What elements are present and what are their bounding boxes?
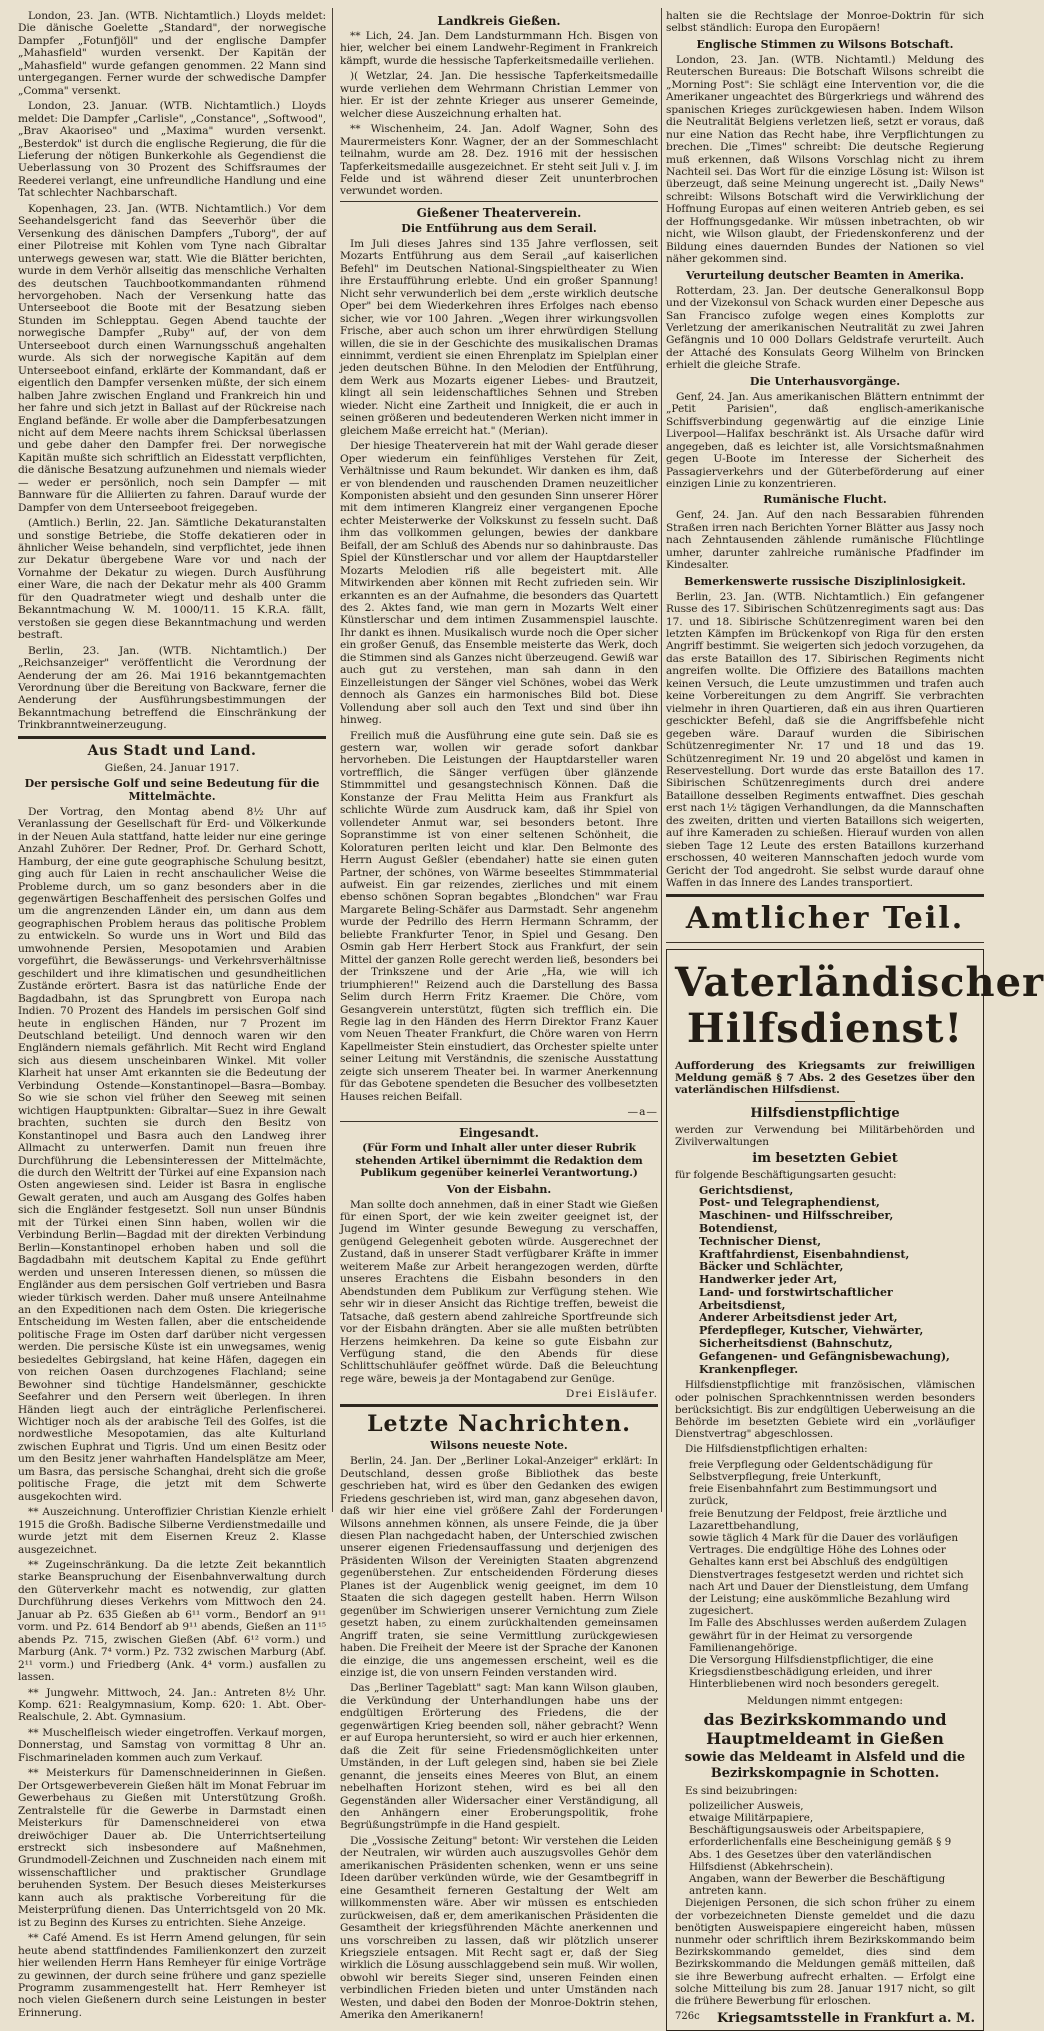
article-paragraph: Das „Berliner Tageblatt" sagt: Man kann Wilson glauben, die Verkündung der Unterhandlungen habe uns der endgültigen Erörterung des Friedens, die der gegenwärtigen Krieg beenden soll, näher gebracht? Wenn er auf Europa heruntersieht, so wird er auch hier erkennen, daß die Zeit für seine Friedensmöglichkeiten unter Umständen, in der Luft gelegen sind, haben sie bei Ziele genannt, die jenseits eines Meeres von Blut, an einem nebelhaften Horizont stehen, wird es bei all den Gegenständen aller Widersacher einer Verständigung, all den Anhängern einer Eroberungspolitik, frohe Begrüßungstrümpfe in die Hand gespielt. xyxy=(340,1682,658,1832)
list-item: Technischer Dienst, xyxy=(699,1234,822,1248)
notice-text: Hilfsdienstpflichtige mit französischen, vlämischen oder polnischen Sprachkenntnissen werden besonders berücksichtigt. Bis zur endgültigen Ueberweisung an die Behörde im besetzten Gebiete wird ein „vorläufiger Dienstvertrag" abgeschlossen. xyxy=(675,1379,975,1441)
list-item: Land- und forstwirtschaftlicher Arbeitsdienst, xyxy=(699,1285,893,1312)
notice-signature: Kriegsamtsstelle in Frankfurt a. M. xyxy=(716,2011,975,2027)
section-heading: Landkreis Gießen. xyxy=(437,14,561,28)
article-subheading: Die Entführung aus dem Serail. xyxy=(401,221,597,235)
list-item: Post- und Telegraphendienst, xyxy=(699,1196,880,1210)
news-note: ** Lich, 24. Jan. Dem Landsturmmann Hch. Bisgen von hier, welcher bei einem Landwehr-Regiment in Frankreich kämpft, wurde die hessische Tapferkeitsmedaille verliehen. xyxy=(340,30,658,67)
notice-footer xyxy=(675,2011,975,2026)
notice-highlight: sowie das Meldeamt in Alsfeld und die Bezirkskompagnie in Schotten. xyxy=(684,1749,966,1781)
column-rule xyxy=(661,8,662,1512)
section-heading: Gießener Theaterverein. xyxy=(416,205,582,220)
article-subheading: Wilsons neueste Note. xyxy=(430,1439,568,1453)
column-rule xyxy=(332,8,333,1512)
notice-highlight: das Bezirkskommando und Hauptmeldeamt in Gießen xyxy=(703,1709,947,1748)
article-paragraph: Berlin, 24. Jan. Der „Berliner Lokal-Anzeiger" erklärt: In Deutschland, dessen große Bibliothek das beste geschrieben hat, wird es über den Gedanken des ewigen Friedens geschrieben ist, wird man, ganz abgesehen davon, daß wir hier eine viel größere Zahl der Forderungen Wilsons annehmen können, als unsere Feinde, die ja über diesen Plan nachgedacht haben, der Unterschied zwischen unserer eigenen Friedensauffassung und derjenigen des Präsidenten Wilson der Vereinigten Staaten abgrenzend gegenüberstehen. Zur entscheidenden Förderung dieses Planes ist der Augenblick wenig geeignet, im dem 10 Staaten die sich dagegen gestellt haben. Herrn Wilson gegenüber im Schwierigen unserer Vernichtung zum Ziele gesetzt haben, zu einem zurückhaltenden gemeinsamen Angriff traten, sie seine Vermittlung zurückgewiesen haben. Die Freiheit der Meere ist der Sprache der Kanonen die einzige, die uns angemessen erscheint, weil es die einzige ist, die von unsern Feinden verstanden wird. xyxy=(340,1455,658,1680)
list-item: Handwerker jeder Art, xyxy=(699,1273,838,1287)
section-heading: Eingesandt. xyxy=(459,1126,539,1141)
section-divider xyxy=(340,1121,658,1122)
article-paragraph: Die „Vossische Zeitung" betont: Wir verstehen die Leiden der Neutralen, wir würden auch auszugsvolles Gehör dem amerikanischen Präsidenten schenken, wenn er uns seine Ideen darüber verkünden würde, wie der Gesamtbegriff in eine Gesamtheit ferneren Gestaltung der Welt am willkommensten wäre. Aber wir müssen es entschieden zurückweisen, daß er, dem amerikanischen Präsidenten die Gesamtheit der kriegsführenden Mächte anerkennen und uns vorschreiben zu lassen, daß wir plötzlich unserer Kriegsziele entsagen. Mit Recht sagt er, daß der Sieg wirklich die Lösung ausschlaggebend sein muß. Wir wollen, obwohl wir bereits Sieger sind, unseren Feinden einen verbindlichen Frieden bieten und unter Umständen nach Westen, und dabei den Boden der Monroe-Doktrin stehen, Amerika den Amerikanern! xyxy=(340,1834,658,2022)
official-section-heading: Amtlicher Teil. xyxy=(685,900,965,936)
article-heading: Die Unterhausvorgänge. xyxy=(749,374,901,388)
list-item: Angaben, wann der Bewerber die Beschäftigung antreten kann. xyxy=(689,1872,946,1898)
news-paragraph: Genf, 24. Jan. Auf den nach Bessarabien führenden Straßen irren nach Berichten Yorner Blätter aus Jassy noch nach Zehntausenden zählende rumänische Flüchtlinge umher, darunter zahlreiche rumänische Pfadfinder im Kindesalter. xyxy=(666,509,984,572)
news-note: ** Meisterkurs für Damenschneiderinnen in Gießen. Der Ortsgewerbeverein Gießen hält im Monat Februar im Gewerbehaus zu Gießen mit Unterstützung Großh. Zentralstelle für die Gewerbe in Darmstadt einen Meisterkurs für Damenschneiderei von etwa dreiwöchiger Dauer ab. Die Unterrichtserteilung erstreckt sich insbesondere auf Maßnehmen, Grundmodell-Zeichnen und Zuschneiden nach einem mit wissenschaftlicher und praktischer Grundlage beruhenden System. Der Besuch dieses Meisterkurses kann auch als praktische Vorbereitung für die Meisterprüfung dienen. Das Unterrichtsgeld von 20 Mk. ist zu Beginn des Kurses zu entrichten. Siehe Anzeige. xyxy=(18,1767,326,1929)
editorial-note: (Für Form und Inhalt aller unter dieser Rubrik stehenden Artikel übernimmt die Redaktion dem Publikum gegenüber keinerlei Verantwortung.) xyxy=(355,1142,643,1180)
section-divider xyxy=(340,201,658,202)
notice-text: Diejenigen Personen, die sich schon früher zu einem der vorbezeichneten Dienste gemeldet und die dazu benötigten Ausweispapiere eingereicht haben, müssen nunmehr oder schriftlich ihrem Bezirkskommando beim Bezirkskommando gemeldet, dies sind dem Bezirkskommando die Meldungen gemäß mitteilen, daß sie ihre Bewerbung aufrecht erhalten. — Erfolgt eine solche Mitteilung bis zum 28. Januar 1917 nicht, so gilt die frühere Bewerbung für erloschen. xyxy=(675,1897,975,2007)
notice-text: werden zur Verwendung bei Militärbehörden und Zivilverwaltungen xyxy=(675,1123,975,1149)
article-heading: Bemerkenswerte russische Disziplinlosigkeit. xyxy=(684,574,966,588)
notice-text: Die Hilfsdienstpflichtigen erhalten: xyxy=(685,1443,868,1456)
article-heading: Rumänische Flucht. xyxy=(763,493,887,507)
list-item: etwaige Militärpapiere, xyxy=(689,1811,814,1824)
list-item: Pferdepfleger, Kutscher, Viehwärter, xyxy=(699,1324,924,1338)
notice-heading: im besetzten Gebiet xyxy=(752,1151,898,1167)
dateline: Gießen, 24. Januar 1917. xyxy=(104,761,240,774)
official-notice xyxy=(666,949,1044,2031)
section-heading: Letzte Nachrichten. xyxy=(367,1411,631,1438)
list-item: polizeilicher Ausweis, xyxy=(689,1799,804,1812)
article-heading: Der persische Golf und seine Bedeutung für die Mittelmächte. xyxy=(24,776,320,803)
list-item: Anderer Arbeitsdienst jeder Art, xyxy=(699,1311,898,1325)
news-note: ** Muschelfleisch wieder eingetroffen. Verkauf morgen, Donnerstag, und Samstag von vormittag 8 Uhr an. Fischmarineladen kommen auch zum Verkauf. xyxy=(18,1726,326,1764)
news-paragraph: London, 23. Januar. (WTB. Nichtamtlich.) Lloyds meldet: Die Dampfer „Carlisle", „Constance", „Softwood", „Brav Akaoriseo" und „Maxima" wurden versenkt. „Besterdok" ist durch die englische Regierung, die für die Lieferung der nötigen Bunkerkohle als Gegendienst die Ueberlassung von 30 Prozent des Schiffsraumes der Reederei verlangt, eine unfreundliche Handlung und eine Tat schlechter Nachbarschaft. xyxy=(18,100,326,200)
news-paragraph: Genf, 24. Jan. Aus amerikanischen Blättern entnimmt der „Petit Parisien", daß englisch-amerikanische Schiffsverbindung gegenwärtig auf die einzige Linie Liverpool—Halifax beschränkt ist. Als Ursache dafür wird angegeben, daß es leichter ist, alle Vorsichtsmaßnahmen gegen U-Boote im Interesse der Sicherheit des Passagierverkehrs und der Güterbeförderung auf einer einzigen Linie zu konzentrieren. xyxy=(666,390,984,490)
news-note: ** Café Amend. Es ist Herrn Amend gelungen, für sein heute abend stattfindendes Familienkonzert den zurzeit hier weilenden Herrn Hans Remheyer für einige Vorträge zu gewinnen, der durch seine frühere und ganz spezielle Programm zusammengestellt hat. Herr Remheyer ist noch vielen Gießenern durch seine Leistungen in bester Erinnerung. xyxy=(18,1932,326,2019)
news-paragraph: (Amtlich.) Berlin, 22. Jan. Sämtliche Dekaturanstalten und sonstige Betriebe, die Stoffe dekatieren oder in ähnlicher Weise behandeln, sind verpflichtet, jede ihnen zur Dekatur übergebene Ware vor und nach der Vornahme der Dekatur zu wiegen. Durch Ausführung einer Ware, die nach der Dekatur mehr als 400 Gramm für den Quadratmeter wiegt und deshalb unter die Bekanntmachung W. M. 1000/11. 15 K.R.A. fällt, verstoßen sie gegen diese Bekanntmachung und werden bestraft. xyxy=(18,517,326,642)
signature: Drei Eisläufer. xyxy=(565,1388,658,1401)
notice-title: Vaterländischer Hilfsdienst! xyxy=(675,958,1044,1052)
news-paragraph: Berlin, 23. Jan. (WTB. Nichtamtlich.) Ein gefangener Russe des 17. Sibirischen Schützenregiments sagt aus: Das 17. und 18. Sibirische Schützenregiment waren bei den letzten Kämpfen im Brückenkopf von Riga für den ersten Angriff bestimmt. Sie weigerten sich jedoch vorzugehen, da das erste Bataillon des 17. Sibirischen Regiments nicht angreifen wollte. Die Offiziere des Bataillons machten keinen Versuch, die Leute umzustimmen und trafen auch keine Vorbereitungen zu dem Angriff. Sie verbrachten vielmehr in ihren Quartieren, daß ein aus ihren Quartieren geschickter Befehl, daß sie die Angriffsbefehle nicht gegeben wäre. Darauf wurden die Sibirischen Schützenregimenter Nr. 17 und 18 und das 19. Schützenregiment Nr. 19 und 20 abgelöst und kamen in Reservestellung. Dort wurde das erste Bataillon des 17. Sibirischen Schützenregiments durch drei andere Bataillone desselben Regiments entwaffnet. Dies geschah erst nach 1½ tägigen Verhandlungen, da die Mannschaften des zweiten, dritten und vierten Bataillons sich weigerten, auf ihre Kameraden zu schießen. Hierauf wurden von allen sieben Tage 12 Leute des ersten Bataillons kurzerhand erschossen, 40 weiteren Mannschaften jedoch wurde vom Gericht der Tod angedroht. Sie selbst wurde darauf ohne Waffen in das Innere des Landes transportiert. xyxy=(666,590,984,890)
list-item: Sicherheitsdienst (Bahnschutz, Gefangenen- und Gefängnisbewachung), xyxy=(699,1337,950,1363)
news-note: )( Wetzlar, 24. Jan. Die hessische Tapferkeitsmedaille wurde verliehen dem Wehrmann Christian Lemmer von hier. Er ist der zehnte Krieger aus unserer Gemeinde, welcher diese Auszeichnung erhalten hat. xyxy=(340,70,658,120)
news-paragraph: London, 23. Jan. (WTB. Nichtamtlich.) Lloyds meldet: Die dänische Goelette „Standard", der norwegische Dampfer „Fotunfjöll" und der englische Dampfer „Mahasfield" wurden versenkt. Der Kapitän der „Mahasfield" wurde gefangen genommen. 22 Mann sind untergegangen. Ferner wurde der schwedische Dampfer „Comma" versenkt. xyxy=(18,10,326,97)
article-paragraph: Der hiesige Theaterverein hat mit der Wahl gerade dieser Oper wiederum ein feinfühliges Verstehen für Zeit, Verhältnisse und Raum bekundet. Wir danken es ihm, daß er von blendenden und rauschenden Dramen neuzeitlicher Komponisten absieht und den gesunden Sinn unserer Hörer mit dem intimeren Klangreiz einer vergangenen Epoche echter Meisterwerke der Volkskunst zu fesseln sucht. Daß ihm das vollkommen gelungen, bewies der dankbare Beifall, der am Schluß des Abends nur so dahinbrauste. Das Spiel der Künstlerschar und vor allem der Hauptdarsteller Mozarts Melodien riß alle begeistert mit. Alle Mitwirkenden aber können mit Recht zufrieden sein. Wir erkannten es an der Aufnahme, die besonders das Quartett des 2. Aktes fand, wie man gern in Mozarts Welt einer Künstlerschar und dem intimen Zusammenspiel lauschte. Ihr dankt es ihnen. Musikalisch wurde noch die Oper sicher ein großer Genuß, das Ensemble meisterte das Werk, doch die Stimmen sind als Ganzes nicht überzeugend. Gewiß war auch gut zu verstehen, man sah dann in den Einzelleistungen der Sänger viel Schönes, wobei das Werk dennoch als Ganzes ein harmonisches Bild bot. Diese Vollendung aber soll auch den Text und sind über ihn hinweg. xyxy=(340,440,658,727)
news-note: ** Jungwehr. Mittwoch, 24. Jan.: Antreten 8½ Uhr. Komp. 621: Realgymnasium, Komp. 620: 1. Abt. Ober-Realschule, 2. Abt. Gymnasium. xyxy=(18,1686,326,1724)
section-divider xyxy=(666,942,984,943)
list-item: Beschäftigungsausweis oder Arbeitspapiere, erforderlichenfalls eine Bescheinigung gemäß § 9 Abs. 1 des Gesetzes über den vaterländischen Hilfsdienst (Abkehrschein). xyxy=(689,1824,952,1873)
signature: —a— xyxy=(627,1106,658,1119)
section-divider xyxy=(340,1404,658,1407)
column-right xyxy=(666,10,1044,2027)
list-item: Im Falle des Abschlusses werden außerdem Zulagen gewährt für in der Heimat zu versorgende Familienangehörige. xyxy=(689,1617,967,1654)
news-note: ** Auszeichnung. Unteroffizier Christian Kienzle erhielt 1915 die Großh. Badische Silberne Verdienstmedaille und wurde jetzt mit dem Eisernen Kreuz 2. Klasse ausgezeichnet. xyxy=(18,1506,326,1556)
news-paragraph: halten sie die Rechtslage der Monroe-Doktrin für sich selbst ständlich: Europa den Europäern! xyxy=(666,10,984,35)
notice-heading: Hilfsdienstpflichtige xyxy=(750,1105,900,1121)
list-item: freie Benutzung der Feldpost, freie ärztliche und Lazarettbehandlung, xyxy=(689,1507,947,1532)
ad-number: 726c xyxy=(675,2011,700,2023)
notice-text: für folgende Beschäftigungsarten gesucht: xyxy=(675,1169,897,1182)
article-heading: Verurteilung deutscher Beamten in Amerika. xyxy=(685,268,965,282)
article-heading: Englische Stimmen zu Wilsons Botschaft. xyxy=(696,37,954,51)
section-divider xyxy=(666,894,984,897)
list-item: Kraftfahrdienst, Eisenbahndienst, xyxy=(699,1247,910,1261)
news-note: ** Zugeinschränkung. Da die letzte Zeit bekanntlich starke Beanspruchung der Eisenbahnverwaltung durch den Güterverkehr macht es notwendig, zur glatten Durchführung dieses Verkehrs vom Mittwoch den 24. Januar ab Pz. 635 Gießen ab 6¹¹ vorm., Bendorf an 9¹¹ vorm. und Pz. 614 Bendorf ab 9¹¹ abends, Gießen an 11¹⁵ abends Pz. 715, zwischen Gießen (Abf. 6¹² vorm.) und Marburg (Ank. 7⁴ vorm.) Pz. 732 zwischen Marburg (Abf. 2¹¹ vorm.) und Friedberg (Ank. 4⁴ vorm.) ausfallen zu lassen. xyxy=(18,1559,326,1684)
article-paragraph: Freilich muß die Ausführung eine gute sein. Daß sie es gestern war, wollen wir gerade sofort dankbar hervorheben. Die Leistungen der Hauptdarsteller waren vortrefflich, die Sänger verfügen über glänzende Stimmmittel und gesangstechnisch Können. Daß die Konstanze der Frau Melitta Heim aus Frankfurt als schlichte Würde zum Ausdruck kam, daß ihr Spiel von vollendeter Anmut war, sei besonders betont. Ihre Sopranstimme ist von einer seltenen Schönheit, die Koloraturen perlten leicht und klar. Den Belmonte des Herrn August Geßler (ebendaher) hatte sie einen guten Partner, der schönes, von Wärme beseeltes Stimmmaterial aufweist. Ein gar reizendes, zierliches und mit einem ebenso schönen Sopran begabtes „Blondchen" war Frau Margarete Beling-Schäfer aus Darmstadt. Sehr angenehm wurde der Pedrillo des Herrn Hermann Schramm, der beliebte Frankfurter Tenor, in Spiel und Gesang. Den Osmin gab Herr Herbert Stock aus Frankfurt, der sein Mittel der ganzen Rolle gerecht werden ließ, besonders bei der Trinkszene und der Arie „Ha, wie will ich triumphieren!" Reizend auch die Darstellung des Bassa Selim durch Herrn Fritz Kraemer. Die Chöre, vom Gesangverein unterstützt, fügten sich trefflich ein. Die Regie lag in den Händen des Herrn Direktor Franz Kauer vom Neuen Theater Frankfurt, die Chöre waren von Herrn Kapellmeister Stein einstudiert, das Orchester spielte unter seiner Leitung mit Verständnis, die szenische Ausstattung zeigte sich unserem Theater bei. In warmer Anerkennung für das Gebotene spendeten die Besucher des vollbesetzten Hauses reichen Beifall. xyxy=(340,729,658,1103)
list-item: freie Verpflegung oder Geldentschädigung für Selbstverpflegung, freie Unterkunft, xyxy=(689,1458,933,1483)
divider xyxy=(795,1101,855,1102)
news-paragraph: London, 23. Jan. (WTB. Nichtamtl.) Meldung des Reuterschen Bureaus: Die Botschaft Wilsons schreibt die „Morning Post": Sie schlägt eine Intervention vor, die die Amerikaner ungeachtet des Bürgerkriegs und während des spanischen Krieges zurückgewiesen haben. Indem Wilson die Neutralität Belgiens verletzen ließ, setzt er voraus, daß nur eine Nation das Recht habe, ihre Verpflichtungen zu brechen. Die „Times" schreibt: Die deutsche Regierung muß erkennen, daß Wilsons Vorschlag nicht zu ihrem Nachteil sei. Das Wort für die einzige Lösung ist: Wilson ist überzeugt, daß seine Meinung ungerecht ist. „Daily News" schreibt: Wilsons Botschaft wird die Verwirklichung der Hoffnung Europas auf einen weiteren Antrieb geben, es sei der Hoffnungsgedanke. Wir müssen inbetrachten, ob wir nicht, wie Wilson glaubt, der Friedenskonferenz und der Bildung eines dauernden Bundes der Nationen so viel näher gekommen sind. xyxy=(666,53,984,266)
section-heading: Aus Stadt und Land. xyxy=(87,742,257,759)
column-left xyxy=(18,10,326,2019)
list-item: Gerichtsdienst, xyxy=(699,1183,794,1197)
news-paragraph: Rotterdam, 23. Jan. Der deutsche Generalkonsul Bopp und der Vizekonsul von Schack wurden einer Depesche aus San Francisco zufolge wegen eines Komplotts zur Verletzung der amerikanischen Neutralität zu zwei Jahren Gefängnis und 10 000 Dollars Geldstrafe verurteilt. Auch der Attaché des Konsulats Georg Wilhelm von Brincken erhielt die gleiche Strafe. xyxy=(666,284,984,372)
column-middle xyxy=(340,10,658,2022)
list-item: freie Eisenbahnfahrt zum Bestimmungsort und zurück, xyxy=(689,1483,937,1508)
article-paragraph: Man sollte doch annehmen, daß in einer Stadt wie Gießen für einen Sport, der wie kein zweiter geeignet ist, der Jugend im Winter gesunde Bewegung zu verschaffen, genügend Gelegenheit geboten würde. Ausgerechnet der Zustand, daß in unserer Stadt verfügbarer Kräfte in immer weiterem Maße zur Arbeit herangezogen werden, dürfte unseres Erachtens die Eisbahn besonders in den Abendstunden dem Publikum zur Verfügung stehen. Wie sehr wir in dieser Ansicht das Richtige treffen, beweist die Tatsache, daß gestern abend zahlreiche Sportfreunde sich vor der Eisbahn drängten. Aber sie alle mußten betrübten Herzens heimkehren. Da keine so gute Eisbahn zur Verfügung stand, die den Abends für diese Schlittschuhläufer geöffnet würde. Daß die Beleuchtung rege wäre, beweis ja der Montagabend zur Genüge. xyxy=(340,1198,658,1385)
list-item: sowie täglich 4 Mark für die Dauer des vorläufigen Vertrages. Die endgültige Höhe des Lohnes oder Gehaltes kann erst bei Abschluß des endgültigen Dienstvertrages festgesetzt werden und richtet sich nach Art und Dauer der Dienstleistung, dem Umfang der Leistung; eine auskömmliche Bezahlung wird zugesichert. xyxy=(689,1531,969,1618)
news-paragraph: Berlin, 23. Jan. (WTB. Nichtamtlich.) Der „Reichsanzeiger" veröffentlicht die Verordnung der Aenderung der am 26. Mai 1916 bekanntgemachten Verordnung über die Bereitung von Backware, ferner die Aenderung der Ausführungsbestimmungen der Bekanntmachung betreffend die Einschränkung der Trinkbranntweinerzeugung. xyxy=(18,644,326,732)
news-note: ** Wischenheim, 24. Jan. Adolf Wagner, Sohn des Maurermeisters Konr. Wagner, der an der Sommeschlacht teilnahm, wurde am 28. Dez. 1916 mit der hessischen Tapferkeitsmedaille ausgezeichnet. Er steht seit Juli v. J. im Felde und ist während dieser Zeit ununterbrochen verwundet worden. xyxy=(340,123,658,198)
notice-text: Es sind beizubringen: xyxy=(685,1784,798,1797)
article-paragraph: Der Vortrag, den Montag abend 8½ Uhr auf Veranlassung der Gesellschaft für Erd- und Völkerkunde in der Neuen Aula stattfand, hatte leider nur eine geringe Anzahl Zuhörer. Der Redner, Prof. Dr. Gerhard Schott, Hamburg, der eine gute geographische Schulung besitzt, ging auch für Laien in recht anschaulicher Weise die Probleme durch, um so ganz besonders aber in die gegenwärtigen Beschaffenheit des persischen Golfes und um die angrenzenden Länder ein, um dann aus dem geographischen Problem heraus das politische Problem zu entwickeln. So wurde uns in Wort und Bild das umwohnende Persien, Mesopotamien und Arabien vorgeführt, die Bewässerungs- und Verkehrsverhältnisse geschildert und ihre klimatischen und gesundheitlichen Zustände erörtert. Basra ist das natürliche Ende der Bagdadbahn, ist das Sprungbrett von Europa nach Indien. 70 Prozent des Handels im persischen Golf sind heute in englischen Händen, nur 7 Prozent im Deutschland beteiligt. Und dennoch waren wir den Engländern niemals gefährlich. Mit Recht wird England sich aus diesem unscheinbaren Winkel. Mit voller Klarheit hat unser Amt erkannten sie die Bedeutung der Verbindung Ostende—Konstantinopel—Basra—Bombay. So wie sie schon viel früher den Seeweg mit seinen wichtigen Hauptpunkten: Gibraltar—Suez in ihre Gewalt brachten, suchten sie durch den Besitz von Konstantinopel und Basra auch den Landweg ihrer Allmacht zu unterwerfen. Damit nun freuen ihre Durchführung die Lebensinteressen der Mittelmächte, die durch den Weltritt der Türkei auf eine Expansion nach Osten angewiesen sind. Leider ist Basra in englische Gewalt geraten, und auch am Ausgang des Golfes haben sich die Engländer festgesetzt. Soll nun unser Bündnis mit der Türkei einen Sinn haben, wollen wir die Verbindung Berlin—Bagdad mit der direkten Verbindung Berlin—Konstantinopel erhoben haben und soll die Bagdadbahn mit deutschem Kapital zu Ende geführt werden und unseren Interessen dienen, so müssen die Engländer aus dem persischen Golf vertrieben und Basra wieder türkisch werden. Daher muß unsere Anteilnahme an den Expeditionen nach dem Osten. Die kriegerische Entscheidung im Westen fallen, aber die entscheidende politische Frage im Osten darf darüber nicht vergessen werden. Die persische Küste ist ein unwegsames, wenig besiedeltes Gebirgsland, hat keine Häfen, dagegen ein von reichen Oasen durchzogenes Flachland; seine Bewohner sind tüchtige Handelsmänner, geschickte Seefahrer und den Persern weit überlegen. In ihren Händen liegt auch der einträgliche Perlenfischerei. Wichtiger noch als der arabische Teil des Golfes, ist die nordwestliche Mesopotamien, das alte Kulturland zwischen Euphrat und Tigris. Und um einen Besitz oder um den Besitz jener wahrhaften Handelsplätze am Meer, um Basra, das persische Schanghai, dreht sich die große politische Frage, die jetzt mit dem Schwerte ausgekochten wird. xyxy=(18,805,326,1503)
article-heading: Von der Eisbahn. xyxy=(446,1182,552,1196)
article-paragraph: Im Juli dieses Jahres sind 135 Jahre verflossen, seit Mozarts Entführung aus dem Serail „auf kaiserlichen Befehl" im Deutschen National-Singspieltheater zu Wien ihre Erstaufführung erlebte. Und ein großer Spannung! Nicht sehr verwunderlich bei dem „erste wirklich deutsche Oper" bei dem Wiederkehren ihres Erfolges nach ebenso sicher, wie vor 100 Jahren. „Wegen ihrer wirkungsvollen Frische, aber auch schon um ihrer ehrwürdigen Stellung willen, die sie in der Geschichte des musikalischen Dramas einnimmt, verdient sie einen Ehrenplatz im Spielplan einer jeden deutschen Bühne. In den Melodien der Entführung, dem Werk aus Mozarts eigener Liebes- und Brautzeit, klingt all sein leidenschaftliches Sehnen und Streben wieder. Nicht eine Zartheit und Innigkeit, die er auch in seinen größeren und bedeutenderen Werken nicht immer in gleichem Maße erreicht hat." (Merian). xyxy=(340,237,658,437)
list-item: Maschinen- und Hilfsschreiber, Botendienst, xyxy=(699,1209,894,1235)
news-paragraph: Kopenhagen, 23. Jan. (WTB. Nichtamtlich.) Vor dem Seehandelsgericht fand das Seeverhör über die Versenkung des dänischen Dampfers „Tuborg", der auf einer Pilotreise mit Kohlen vom Tyne nach Gibraltar unterwegs gewesen war, statt. Wie die Blätter berichten, wurde in dem Verhör allseitig das menschliche Verhalten des deutschen Tauchbootkommandanten rühmend hervorgehoben. Nach der Versenkung hatte das Unterseeboot die Boote mit der Besatzung sieben Stunden im Schlepptau. Gegen Abend tauchte der norwegische Dampfer „Ruby" auf, der von dem Unterseeboot durch einen Warnungsschuß angehalten wurde. Als sich der norwegische Kapitän auf dem Unterseeboot einfand, erklärte der Kommandant, daß er eigentlich den Dampfer versenken müßte, der sich einem halben Jahre zwischen England und Frankreich hin und her fahre und sich jetzt in Ballast auf der Rückreise nach England befände. Er wolle aber die Dampferbesatzungen nicht auf dem Meere nachts ihrem Schicksal überlassen und gebe daher den Dampfer frei. Der norwegische Kapitän mußte sich schriftlich an Eidesstatt verpflichten, die dänische Besatzung aufzunehmen und niemals wieder — weder er persönlich, noch sein Dampfer — mit Bannware für die Alliierten zu fahren. Darauf wurde der Dampfer von dem Unterseeboot freigegeben. xyxy=(18,202,326,514)
notice-text: Meldungen nimmt entgegen: xyxy=(747,1694,903,1707)
list-item: Krankenpfleger. xyxy=(699,1362,799,1376)
notice-intro: Aufforderung des Kriegsamts zur freiwilligen Meldung gemäß § 7 Abs. 2 des Gesetzes über den vaterländischen Hilfsdienst. xyxy=(675,1059,975,1097)
list-item: Bäcker und Schlächter, xyxy=(699,1260,844,1274)
section-divider xyxy=(18,736,326,739)
list-item: Die Versorgung Hilfsdienstpflichtiger, die eine Kriegsdienstbeschädigung erleiden, und ihrer Hinterbliebenen wird noch besonders geregelt. xyxy=(689,1653,940,1691)
